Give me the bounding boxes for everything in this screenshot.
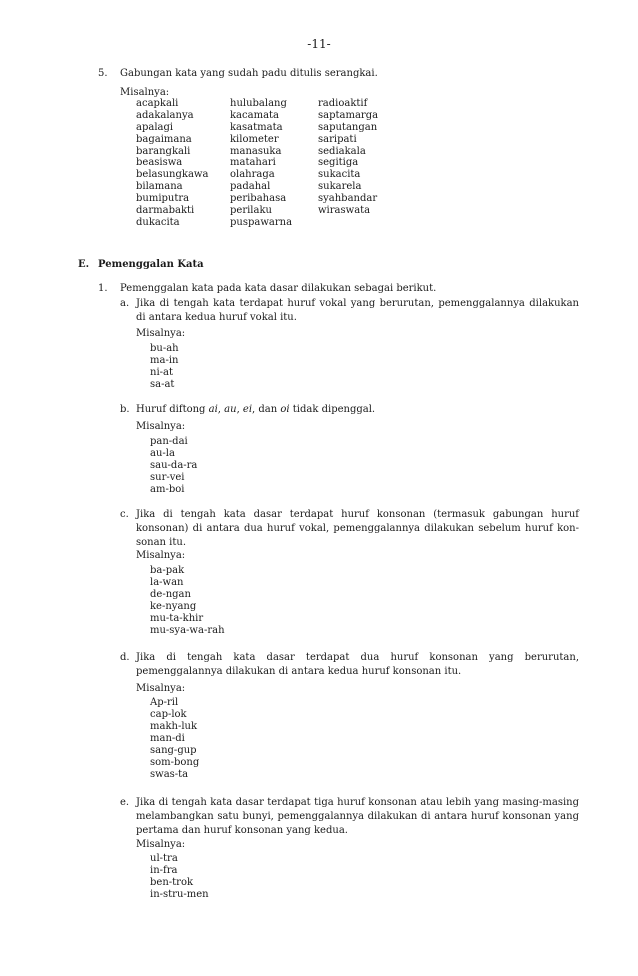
example-word: la-wan	[150, 577, 184, 588]
list-item: belasungkawa	[136, 169, 209, 181]
word-list-column-3	[318, 98, 378, 217]
list-item: perilaku	[230, 205, 272, 217]
list-item: sukacita	[318, 169, 361, 181]
example-word: in-fra	[150, 865, 178, 876]
example-word: makh-luk	[150, 721, 198, 732]
item-5-misalnya: Misalnya:	[120, 87, 170, 98]
rule-b-label: b.	[120, 404, 130, 415]
list-item: puspawarna	[230, 216, 293, 228]
rule-a-label: a.	[120, 298, 130, 309]
rule-b-text: Huruf diftong ai, au, ei, dan oi tidak dipenggal.	[136, 404, 376, 415]
example-word: in-stru-men	[150, 889, 209, 900]
list-item: darmabakti	[136, 205, 195, 217]
list-item: acapkali	[136, 98, 179, 109]
list-item: syahbandar	[318, 193, 378, 205]
list-item: beasiswa	[136, 157, 183, 169]
rule-a-text: Jika di tengah kata terdapat huruf vokal yang berurutan, pemenggalannya dilakukan di antara kedua huruf vokal itu.	[136, 298, 579, 323]
list-item: kilometer	[230, 133, 279, 145]
rule-a-examples	[150, 343, 179, 391]
rule-a-misalnya: Misalnya:	[136, 328, 186, 339]
section-title: Pemenggalan Kata	[98, 259, 204, 270]
list-item: matahari	[230, 157, 276, 169]
list-item: sukarela	[318, 181, 362, 193]
example-word: au-la	[150, 448, 175, 459]
example-word: som-bong	[150, 757, 200, 768]
list-item: barangkali	[136, 145, 191, 157]
rule-d-label: d.	[120, 652, 130, 663]
section-letter: E.	[78, 259, 90, 270]
rule-c-misalnya: Misalnya:	[136, 550, 186, 561]
rule-b-examples	[150, 436, 197, 496]
list-item: olahraga	[230, 169, 275, 181]
example-word: cap-lok	[150, 709, 187, 720]
item-5-text: Gabungan kata yang sudah padu ditulis serangkai.	[120, 68, 378, 79]
list-item: adakalanya	[136, 109, 194, 121]
list-item: saptamarga	[318, 109, 379, 121]
list-item: apalagi	[136, 121, 174, 133]
rule-c-text: Jika di tengah kata dasar terdapat huruf konsonan (termasuk gabungan huruf konsonan) di antara dua huruf vokal, pemenggalannya dilakukan sebelum huruf kon-sonan itu.	[136, 509, 579, 548]
example-word: ke-nyang	[150, 601, 197, 612]
example-word: pan-dai	[150, 436, 188, 447]
list-item: hulubalang	[230, 98, 287, 109]
rule-e-text: Jika di tengah kata dasar terdapat tiga huruf konsonan atau lebih yang masing-masing melambangkan satu bunyi, pemenggalannya dilakukan di antara huruf konsonan yang pertama dan huruf konsonan yang kedua.	[136, 797, 579, 836]
example-word: ni-at	[150, 367, 173, 378]
example-word: sa-at	[150, 379, 175, 390]
list-item: saputangan	[318, 121, 378, 133]
rule-e-label: e.	[120, 797, 130, 808]
rule-c-label: c.	[120, 509, 129, 520]
example-word: swas-ta	[150, 769, 189, 780]
rule-d-examples	[150, 697, 199, 781]
list-item: wiraswata	[318, 205, 371, 217]
example-word: ul-tra	[150, 853, 178, 864]
rule-d-text: Jika di tengah kata dasar terdapat dua huruf konsonan yang berurutan, pemenggalannya dilakukan di antara kedua huruf konsonan itu.	[136, 652, 579, 677]
item-5-number: 5.	[98, 68, 108, 79]
list-item: dukacita	[136, 216, 180, 228]
example-word: sau-da-ra	[150, 460, 198, 471]
rule-e-examples	[150, 853, 209, 901]
example-word: de-ngan	[150, 589, 191, 600]
item-1-number: 1.	[98, 283, 108, 294]
list-item: radioaktif	[318, 98, 368, 109]
rule-e-misalnya: Misalnya:	[136, 839, 186, 850]
rule-c-examples	[150, 565, 225, 637]
list-item: manasuka	[230, 145, 282, 157]
example-word: sur-vei	[150, 472, 185, 483]
example-word: bu-ah	[150, 343, 179, 354]
word-list-column-1	[136, 98, 208, 229]
list-item: bilamana	[136, 181, 183, 193]
list-item: bumiputra	[136, 193, 190, 205]
list-item: kacamata	[230, 109, 280, 121]
word-list-column-2	[230, 98, 292, 229]
item-1-text: Pemenggalan kata pada kata dasar dilakukan sebagai berikut.	[120, 283, 437, 294]
page-number: -11-	[307, 37, 331, 51]
rule-b-misalnya: Misalnya:	[136, 421, 186, 432]
example-word: ba-pak	[150, 565, 185, 576]
list-item: sediakala	[318, 145, 366, 157]
list-item: kasatmata	[230, 121, 283, 133]
list-item: padahal	[230, 181, 271, 193]
list-item: bagaimana	[136, 133, 192, 145]
example-word: sang-gup	[150, 745, 197, 756]
example-word: ma-in	[150, 355, 179, 366]
example-word: ben-trok	[150, 877, 194, 888]
example-word: mu-sya-wa-rah	[150, 625, 225, 636]
example-word: am-boi	[150, 484, 185, 495]
rule-d-misalnya: Misalnya:	[136, 683, 186, 694]
list-item: segitiga	[318, 157, 359, 169]
example-word: mu-ta-khir	[150, 613, 204, 624]
example-word: Ap-ril	[150, 697, 179, 708]
example-word: man-di	[150, 733, 185, 744]
list-item: saripati	[318, 133, 357, 145]
list-item: peribahasa	[230, 193, 287, 205]
